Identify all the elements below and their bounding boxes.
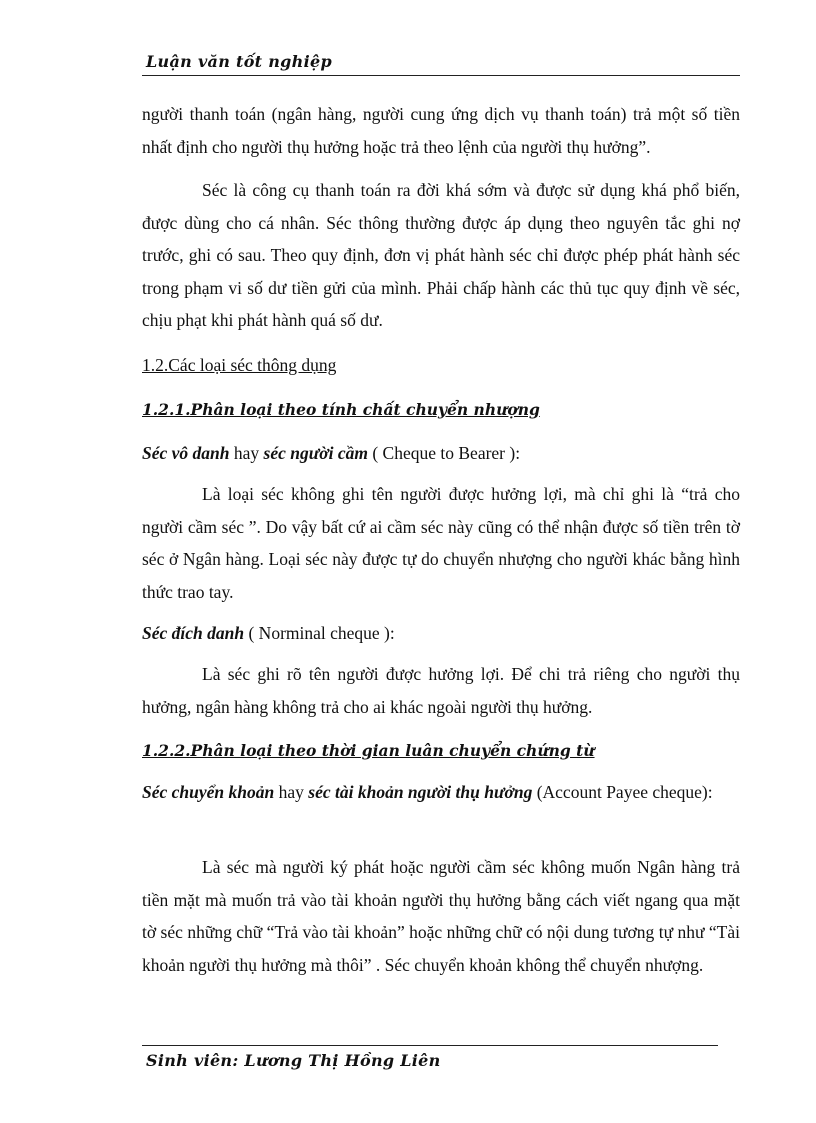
term-connector: hay <box>274 782 309 802</box>
term-rest: ( Norminal cheque ): <box>244 623 395 643</box>
term-rest: (Account Payee cheque): <box>532 782 713 802</box>
heading-text: 1.2.2.Phân loại theo thời gian luân chuyển chứng từ <box>142 741 595 760</box>
heading-text: 1.2.1.Phân loại theo tính chất chuyển nhượng <box>142 400 540 419</box>
paragraph-text: Là séc ghi rõ tên người được hưởng lợi. Để chi trả riêng cho người thụ hưởng, ngân hàng không trả cho ai khác ngoài người thụ hưởng. <box>142 664 740 717</box>
paragraph-transfer-desc <box>142 851 740 981</box>
footer-divider <box>142 1045 718 1046</box>
term-bold: séc tài khoản người thụ hưởng <box>308 782 533 802</box>
term-bearer-cheque <box>142 437 740 470</box>
heading-text: 1.2.Các loại séc thông dụng <box>142 355 337 375</box>
term-bold: Séc chuyển khoản <box>142 782 275 802</box>
term-connector: hay <box>229 443 264 463</box>
term-rest: ( Cheque to Bearer ): <box>367 443 521 463</box>
page-footer-student: Sinh viên: Lương Thị Hồng Liên <box>146 1051 441 1070</box>
paragraph-continuation <box>142 98 740 163</box>
paragraph-text: Séc là công cụ thanh toán ra đời khá sớm và được sử dụng khá phổ biến, được dùng cho cá nhân. Séc thông thường được áp dụng theo nguyên tắc ghi nợ trước, ghi có sau. Theo quy định, đơn vị phát hành séc chỉ được phép phát hành séc trong phạm vi số dư tiền gửi của mình. Phải chấp hành các thủ tục quy định về séc, chịu phạt khi phát hành quá số dư. <box>142 180 740 330</box>
subsection-heading-1-2-2 <box>142 734 740 768</box>
term-bold: Séc vô danh <box>142 443 230 463</box>
term-bold: séc người cầm <box>263 443 368 463</box>
page-header-title: Luận văn tốt nghiệp <box>146 52 332 71</box>
paragraph-bearer-desc <box>142 478 740 608</box>
subsection-heading-1-2-1 <box>142 393 740 427</box>
header-divider <box>142 75 740 76</box>
paragraph-text: Là loại séc không ghi tên người được hưởng lợi, mà chỉ ghi là “trả cho người cầm séc ”. Do vậy bất cứ ai cầm séc này cũng có thể nhận được số tiền trên tờ séc ở Ngân hàng. Loại séc này được tự do chuyển nhượng cho người khác bằng hình thức trao tay. <box>142 484 740 602</box>
term-transfer-cheque <box>142 776 740 809</box>
paragraph-nominal-desc <box>142 658 740 723</box>
paragraph-cheque-intro <box>142 174 740 337</box>
paragraph-text: Là séc mà người ký phát hoặc người cầm séc không muốn Ngân hàng trả tiền mặt mà muốn trả vào tài khoản người thụ hưởng bằng cách viết ngang qua mặt tờ séc những chữ “Trả vào tài khoản” hoặc những chữ có nội dung tương tự như “Tài khoản người thụ hưởng mà thôi” . Séc chuyển khoản không thể chuyển nhượng. <box>142 857 740 975</box>
section-heading-1-2 <box>142 349 740 382</box>
term-bold: Séc đích danh <box>142 623 245 643</box>
paragraph-text: người thanh toán (ngân hàng, người cung ứng dịch vụ thanh toán) trả một số tiền nhất định cho người thụ hưởng hoặc trả theo lệnh của người thụ hưởng”. <box>142 104 740 157</box>
term-nominal-cheque <box>142 617 740 650</box>
